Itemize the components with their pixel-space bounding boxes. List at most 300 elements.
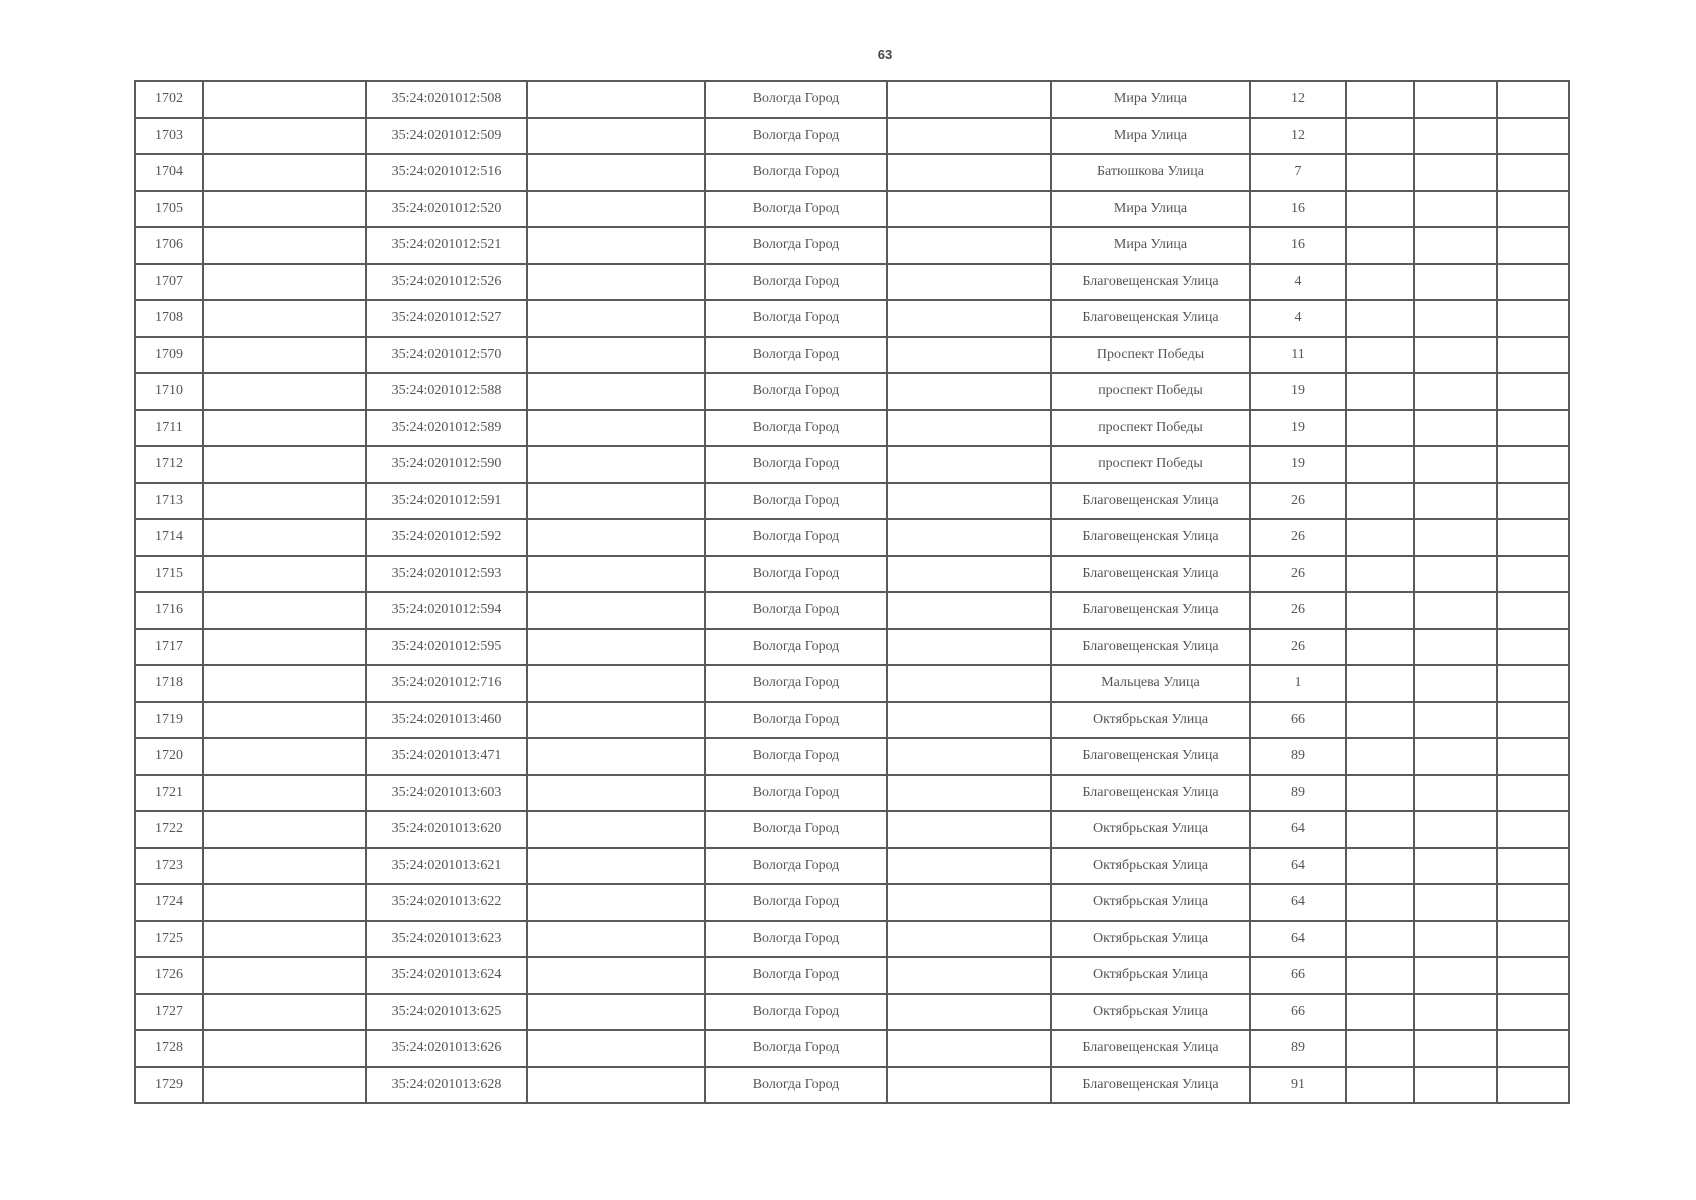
empty-cell — [527, 994, 705, 1031]
empty-cell — [1497, 154, 1569, 191]
street-cell: Мира Улица — [1051, 227, 1250, 264]
cadastral-number-cell: 35:24:0201013:621 — [366, 848, 527, 885]
city-cell: Вологда Город — [705, 556, 887, 593]
empty-cell — [1414, 848, 1497, 885]
street-cell: Благовещенская Улица — [1051, 1030, 1250, 1067]
table-row — [135, 337, 1569, 374]
street-cell: Благовещенская Улица — [1051, 300, 1250, 337]
row-number-cell: 1704 — [135, 154, 203, 191]
house-number-cell: 26 — [1250, 592, 1346, 629]
empty-cell — [1346, 702, 1414, 739]
empty-cell — [1497, 848, 1569, 885]
street-cell: Октябрьская Улица — [1051, 884, 1250, 921]
house-number-cell: 7 — [1250, 154, 1346, 191]
empty-cell — [1346, 629, 1414, 666]
empty-cell — [887, 702, 1051, 739]
house-number-cell: 12 — [1250, 81, 1346, 118]
empty-cell — [203, 629, 366, 666]
row-number-cell: 1722 — [135, 811, 203, 848]
street-cell: Благовещенская Улица — [1051, 556, 1250, 593]
row-number-cell: 1721 — [135, 775, 203, 812]
house-number-cell: 66 — [1250, 994, 1346, 1031]
city-cell: Вологда Город — [705, 300, 887, 337]
empty-cell — [887, 191, 1051, 228]
row-number-cell: 1720 — [135, 738, 203, 775]
empty-cell — [1497, 921, 1569, 958]
empty-cell — [1346, 957, 1414, 994]
empty-cell — [203, 592, 366, 629]
empty-cell — [1497, 665, 1569, 702]
empty-cell — [1346, 264, 1414, 301]
row-number-cell: 1726 — [135, 957, 203, 994]
city-cell: Вологда Город — [705, 592, 887, 629]
city-cell: Вологда Город — [705, 1030, 887, 1067]
empty-cell — [527, 665, 705, 702]
empty-cell — [1346, 410, 1414, 447]
empty-cell — [1346, 191, 1414, 228]
empty-cell — [527, 884, 705, 921]
table-row — [135, 410, 1569, 447]
row-number-cell: 1707 — [135, 264, 203, 301]
empty-cell — [1414, 1067, 1497, 1104]
city-cell: Вологда Город — [705, 1067, 887, 1104]
city-cell: Вологда Город — [705, 446, 887, 483]
row-number-cell: 1716 — [135, 592, 203, 629]
street-cell: проспект Победы — [1051, 373, 1250, 410]
empty-cell — [1497, 1030, 1569, 1067]
empty-cell — [887, 994, 1051, 1031]
house-number-cell: 16 — [1250, 227, 1346, 264]
empty-cell — [1497, 738, 1569, 775]
empty-cell — [527, 154, 705, 191]
city-cell: Вологда Город — [705, 738, 887, 775]
street-cell: Благовещенская Улица — [1051, 1067, 1250, 1104]
empty-cell — [1414, 519, 1497, 556]
empty-cell — [1346, 81, 1414, 118]
empty-cell — [203, 1067, 366, 1104]
street-cell: Октябрьская Улица — [1051, 848, 1250, 885]
cadastral-number-cell: 35:24:0201012:590 — [366, 446, 527, 483]
empty-cell — [1497, 300, 1569, 337]
cadastral-number-cell: 35:24:0201012:593 — [366, 556, 527, 593]
empty-cell — [887, 519, 1051, 556]
empty-cell — [1414, 811, 1497, 848]
empty-cell — [1414, 81, 1497, 118]
row-number-cell: 1728 — [135, 1030, 203, 1067]
house-number-cell: 89 — [1250, 1030, 1346, 1067]
empty-cell — [1414, 884, 1497, 921]
empty-cell — [887, 629, 1051, 666]
empty-cell — [1414, 629, 1497, 666]
city-cell: Вологда Город — [705, 702, 887, 739]
empty-cell — [1497, 191, 1569, 228]
empty-cell — [203, 81, 366, 118]
city-cell: Вологда Город — [705, 483, 887, 520]
table-row — [135, 665, 1569, 702]
empty-cell — [1414, 337, 1497, 374]
empty-cell — [1414, 556, 1497, 593]
empty-cell — [887, 1030, 1051, 1067]
city-cell: Вологда Город — [705, 775, 887, 812]
street-cell: Благовещенская Улица — [1051, 592, 1250, 629]
city-cell: Вологда Город — [705, 921, 887, 958]
empty-cell — [1414, 592, 1497, 629]
empty-cell — [1414, 227, 1497, 264]
cadastral-number-cell: 35:24:0201013:471 — [366, 738, 527, 775]
empty-cell — [1497, 81, 1569, 118]
cadastral-number-cell: 35:24:0201013:603 — [366, 775, 527, 812]
empty-cell — [1346, 373, 1414, 410]
empty-cell — [1497, 775, 1569, 812]
empty-cell — [1346, 921, 1414, 958]
empty-cell — [1497, 264, 1569, 301]
cadastral-number-cell: 35:24:0201012:520 — [366, 191, 527, 228]
street-cell: Мальцева Улица — [1051, 665, 1250, 702]
empty-cell — [1346, 592, 1414, 629]
house-number-cell: 26 — [1250, 629, 1346, 666]
empty-cell — [527, 410, 705, 447]
empty-cell — [203, 1030, 366, 1067]
cadastral-number-cell: 35:24:0201013:628 — [366, 1067, 527, 1104]
empty-cell — [203, 665, 366, 702]
row-number-cell: 1724 — [135, 884, 203, 921]
empty-cell — [1414, 118, 1497, 155]
table-row — [135, 227, 1569, 264]
cadastral-number-cell: 35:24:0201012:716 — [366, 665, 527, 702]
empty-cell — [887, 264, 1051, 301]
empty-cell — [1346, 118, 1414, 155]
row-number-cell: 1715 — [135, 556, 203, 593]
street-cell: Октябрьская Улица — [1051, 994, 1250, 1031]
table-row — [135, 592, 1569, 629]
empty-cell — [1414, 994, 1497, 1031]
empty-cell — [887, 227, 1051, 264]
city-cell: Вологда Город — [705, 373, 887, 410]
empty-cell — [527, 629, 705, 666]
empty-cell — [1414, 373, 1497, 410]
cadastral-number-cell: 35:24:0201012:589 — [366, 410, 527, 447]
empty-cell — [1346, 1030, 1414, 1067]
cadastral-number-cell: 35:24:0201012:592 — [366, 519, 527, 556]
empty-cell — [203, 957, 366, 994]
empty-cell — [887, 118, 1051, 155]
cadastral-number-cell: 35:24:0201013:623 — [366, 921, 527, 958]
empty-cell — [203, 921, 366, 958]
empty-cell — [203, 994, 366, 1031]
empty-cell — [527, 702, 705, 739]
house-number-cell: 89 — [1250, 738, 1346, 775]
empty-cell — [1414, 483, 1497, 520]
empty-cell — [1497, 227, 1569, 264]
empty-cell — [1497, 994, 1569, 1031]
row-number-cell: 1713 — [135, 483, 203, 520]
empty-cell — [887, 592, 1051, 629]
table-row — [135, 957, 1569, 994]
empty-cell — [1497, 446, 1569, 483]
city-cell: Вологда Город — [705, 191, 887, 228]
empty-cell — [1497, 410, 1569, 447]
street-cell: Благовещенская Улица — [1051, 483, 1250, 520]
city-cell: Вологда Город — [705, 337, 887, 374]
empty-cell — [527, 592, 705, 629]
empty-cell — [1497, 118, 1569, 155]
empty-cell — [527, 118, 705, 155]
house-number-cell: 91 — [1250, 1067, 1346, 1104]
empty-cell — [887, 884, 1051, 921]
city-cell: Вологда Город — [705, 665, 887, 702]
house-number-cell: 12 — [1250, 118, 1346, 155]
cadastral-number-cell: 35:24:0201012:521 — [366, 227, 527, 264]
registry-table — [134, 80, 1570, 1104]
street-cell: Благовещенская Улица — [1051, 738, 1250, 775]
empty-cell — [887, 446, 1051, 483]
empty-cell — [1414, 665, 1497, 702]
row-number-cell: 1703 — [135, 118, 203, 155]
empty-cell — [527, 1067, 705, 1104]
empty-cell — [203, 775, 366, 812]
cadastral-number-cell: 35:24:0201013:460 — [366, 702, 527, 739]
empty-cell — [1346, 483, 1414, 520]
cadastral-number-cell: 35:24:0201012:527 — [366, 300, 527, 337]
street-cell: проспект Победы — [1051, 446, 1250, 483]
empty-cell — [1497, 556, 1569, 593]
empty-cell — [887, 957, 1051, 994]
house-number-cell: 4 — [1250, 264, 1346, 301]
city-cell: Вологда Город — [705, 884, 887, 921]
street-cell: Мира Улица — [1051, 191, 1250, 228]
street-cell: Октябрьская Улица — [1051, 702, 1250, 739]
empty-cell — [527, 373, 705, 410]
empty-cell — [527, 483, 705, 520]
row-number-cell: 1709 — [135, 337, 203, 374]
empty-cell — [527, 81, 705, 118]
empty-cell — [1497, 373, 1569, 410]
row-number-cell: 1723 — [135, 848, 203, 885]
empty-cell — [203, 300, 366, 337]
row-number-cell: 1714 — [135, 519, 203, 556]
row-number-cell: 1729 — [135, 1067, 203, 1104]
cadastral-number-cell: 35:24:0201013:622 — [366, 884, 527, 921]
table-row — [135, 848, 1569, 885]
city-cell: Вологда Город — [705, 410, 887, 447]
empty-cell — [1346, 738, 1414, 775]
cadastral-number-cell: 35:24:0201012:570 — [366, 337, 527, 374]
house-number-cell: 19 — [1250, 373, 1346, 410]
street-cell: Благовещенская Улица — [1051, 264, 1250, 301]
empty-cell — [1497, 957, 1569, 994]
table-row — [135, 264, 1569, 301]
empty-cell — [1497, 337, 1569, 374]
city-cell: Вологда Город — [705, 629, 887, 666]
empty-cell — [1497, 702, 1569, 739]
empty-cell — [203, 556, 366, 593]
table-row — [135, 154, 1569, 191]
empty-cell — [1346, 994, 1414, 1031]
empty-cell — [1497, 592, 1569, 629]
row-number-cell: 1718 — [135, 665, 203, 702]
empty-cell — [1414, 264, 1497, 301]
empty-cell — [1346, 556, 1414, 593]
empty-cell — [527, 191, 705, 228]
empty-cell — [887, 665, 1051, 702]
house-number-cell: 64 — [1250, 884, 1346, 921]
empty-cell — [887, 921, 1051, 958]
empty-cell — [203, 264, 366, 301]
row-number-cell: 1727 — [135, 994, 203, 1031]
empty-cell — [887, 373, 1051, 410]
table-row — [135, 191, 1569, 228]
empty-cell — [1414, 921, 1497, 958]
table-row — [135, 811, 1569, 848]
empty-cell — [527, 1030, 705, 1067]
empty-cell — [887, 410, 1051, 447]
street-cell: Октябрьская Улица — [1051, 921, 1250, 958]
empty-cell — [1414, 410, 1497, 447]
empty-cell — [887, 556, 1051, 593]
house-number-cell: 64 — [1250, 921, 1346, 958]
empty-cell — [203, 154, 366, 191]
street-cell: Мира Улица — [1051, 81, 1250, 118]
row-number-cell: 1710 — [135, 373, 203, 410]
cadastral-number-cell: 35:24:0201012:526 — [366, 264, 527, 301]
empty-cell — [1346, 848, 1414, 885]
table-row — [135, 1067, 1569, 1104]
street-cell: Батюшкова Улица — [1051, 154, 1250, 191]
row-number-cell: 1706 — [135, 227, 203, 264]
empty-cell — [527, 337, 705, 374]
house-number-cell: 19 — [1250, 446, 1346, 483]
cadastral-number-cell: 35:24:0201013:625 — [366, 994, 527, 1031]
row-number-cell: 1712 — [135, 446, 203, 483]
house-number-cell: 16 — [1250, 191, 1346, 228]
cadastral-number-cell: 35:24:0201013:626 — [366, 1030, 527, 1067]
table-row — [135, 775, 1569, 812]
cadastral-number-cell: 35:24:0201012:588 — [366, 373, 527, 410]
empty-cell — [1414, 191, 1497, 228]
city-cell: Вологда Город — [705, 118, 887, 155]
empty-cell — [1414, 738, 1497, 775]
cadastral-number-cell: 35:24:0201012:591 — [366, 483, 527, 520]
table-row — [135, 884, 1569, 921]
empty-cell — [887, 337, 1051, 374]
house-number-cell: 66 — [1250, 702, 1346, 739]
empty-cell — [887, 811, 1051, 848]
street-cell: проспект Победы — [1051, 410, 1250, 447]
cadastral-number-cell: 35:24:0201013:624 — [366, 957, 527, 994]
empty-cell — [1346, 227, 1414, 264]
empty-cell — [1497, 483, 1569, 520]
cadastral-number-cell: 35:24:0201012:508 — [366, 81, 527, 118]
empty-cell — [203, 410, 366, 447]
empty-cell — [203, 118, 366, 155]
street-cell: Благовещенская Улица — [1051, 519, 1250, 556]
house-number-cell: 26 — [1250, 483, 1346, 520]
table-row — [135, 629, 1569, 666]
table-row — [135, 81, 1569, 118]
empty-cell — [203, 519, 366, 556]
row-number-cell: 1719 — [135, 702, 203, 739]
empty-cell — [203, 373, 366, 410]
empty-cell — [203, 884, 366, 921]
empty-cell — [527, 848, 705, 885]
city-cell: Вологда Город — [705, 264, 887, 301]
empty-cell — [203, 227, 366, 264]
table-row — [135, 738, 1569, 775]
empty-cell — [527, 227, 705, 264]
table-row — [135, 1030, 1569, 1067]
table-row — [135, 702, 1569, 739]
empty-cell — [1497, 519, 1569, 556]
empty-cell — [203, 483, 366, 520]
cadastral-number-cell: 35:24:0201012:595 — [366, 629, 527, 666]
row-number-cell: 1708 — [135, 300, 203, 337]
empty-cell — [527, 811, 705, 848]
cadastral-number-cell: 35:24:0201013:620 — [366, 811, 527, 848]
empty-cell — [1414, 957, 1497, 994]
empty-cell — [527, 775, 705, 812]
empty-cell — [1497, 884, 1569, 921]
table-row — [135, 446, 1569, 483]
house-number-cell: 26 — [1250, 519, 1346, 556]
empty-cell — [887, 300, 1051, 337]
house-number-cell: 4 — [1250, 300, 1346, 337]
city-cell: Вологда Город — [705, 154, 887, 191]
row-number-cell: 1705 — [135, 191, 203, 228]
empty-cell — [203, 337, 366, 374]
empty-cell — [203, 738, 366, 775]
registry-body — [135, 81, 1569, 1103]
empty-cell — [203, 811, 366, 848]
empty-cell — [1497, 811, 1569, 848]
empty-cell — [1346, 665, 1414, 702]
city-cell: Вологда Город — [705, 994, 887, 1031]
table-row — [135, 373, 1569, 410]
empty-cell — [1346, 154, 1414, 191]
house-number-cell: 19 — [1250, 410, 1346, 447]
cadastral-number-cell: 35:24:0201012:594 — [366, 592, 527, 629]
empty-cell — [887, 848, 1051, 885]
table-row — [135, 556, 1569, 593]
empty-cell — [1346, 446, 1414, 483]
house-number-cell: 64 — [1250, 811, 1346, 848]
empty-cell — [1346, 1067, 1414, 1104]
empty-cell — [527, 300, 705, 337]
table-row — [135, 300, 1569, 337]
empty-cell — [1414, 446, 1497, 483]
empty-cell — [203, 702, 366, 739]
row-number-cell: 1702 — [135, 81, 203, 118]
empty-cell — [527, 446, 705, 483]
empty-cell — [203, 446, 366, 483]
row-number-cell: 1725 — [135, 921, 203, 958]
empty-cell — [1346, 884, 1414, 921]
empty-cell — [887, 81, 1051, 118]
row-number-cell: 1717 — [135, 629, 203, 666]
empty-cell — [887, 483, 1051, 520]
table-row — [135, 118, 1569, 155]
house-number-cell: 64 — [1250, 848, 1346, 885]
house-number-cell: 11 — [1250, 337, 1346, 374]
empty-cell — [887, 738, 1051, 775]
empty-cell — [887, 154, 1051, 191]
empty-cell — [1414, 775, 1497, 812]
cadastral-number-cell: 35:24:0201012:509 — [366, 118, 527, 155]
empty-cell — [1346, 775, 1414, 812]
empty-cell — [1414, 1030, 1497, 1067]
empty-cell — [1414, 154, 1497, 191]
house-number-cell: 89 — [1250, 775, 1346, 812]
table-row — [135, 921, 1569, 958]
